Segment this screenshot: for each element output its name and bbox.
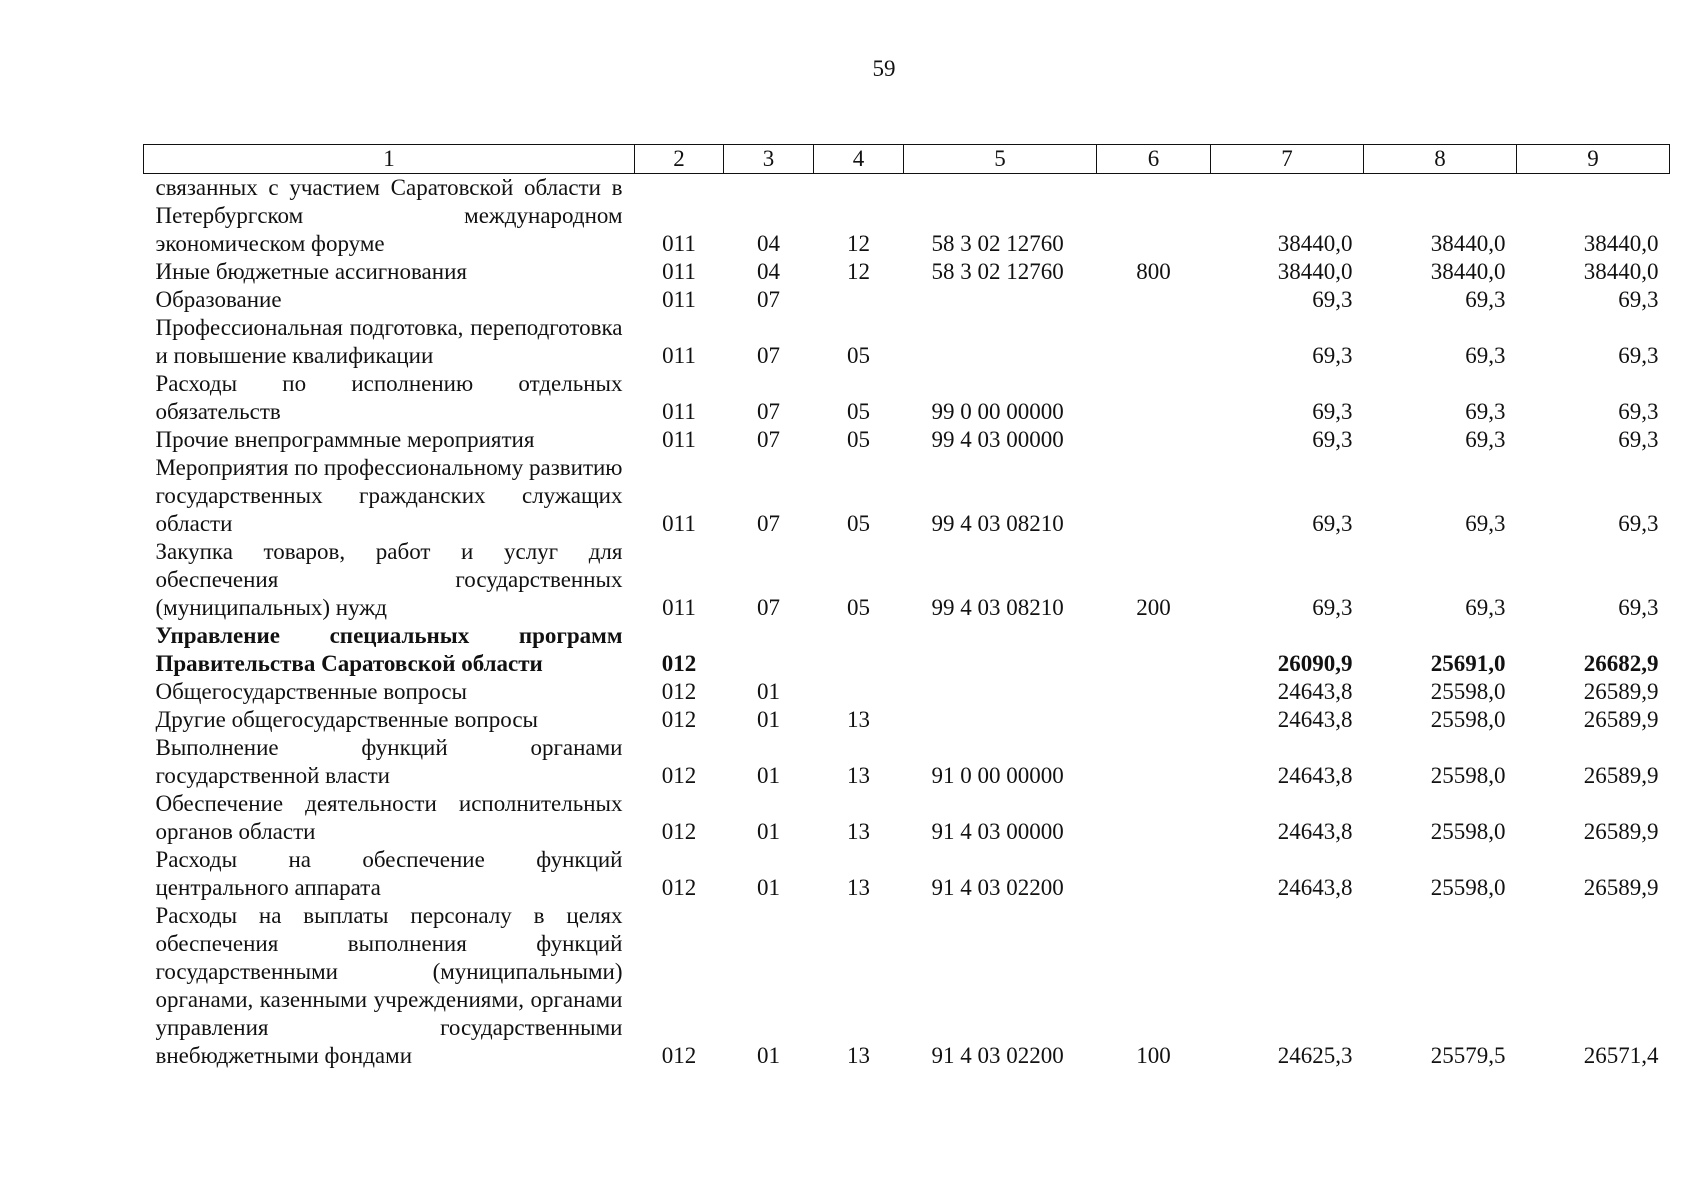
item-name: Выполнение функций органами государственной власти <box>155 735 623 788</box>
code-grbs: 012 <box>661 1043 697 1068</box>
column-header-6: 6 <box>1097 145 1211 174</box>
item-name: Прочие внепрограммные мероприятия <box>155 427 535 452</box>
code-section: 01 <box>757 1043 780 1068</box>
code-grbs: 011 <box>662 259 696 284</box>
item-name: Расходы на выплаты персоналу в целях обеспечения выполнения функций государственными (муниципальными) органами, казенными учреждениями, органами управления государственными внебюджетными фондами <box>155 903 623 1068</box>
item-name: Профессиональная подготовка, переподготовка и повышение квалификации <box>155 315 623 368</box>
amount-col-9: 38440,0 <box>1583 231 1659 256</box>
code-target-article: 91 0 00 00000 <box>931 763 1064 788</box>
code-expense-type <box>1097 846 1211 902</box>
amount-col-7: 24643,8 <box>1277 763 1353 788</box>
code-target-article <box>904 678 1097 706</box>
code-expense-type: 800 <box>1136 259 1171 284</box>
code-subsection: 13 <box>847 875 870 900</box>
amount-col-7: 69,3 <box>1312 399 1353 424</box>
code-target-article: 99 4 03 08210 <box>931 595 1064 620</box>
code-subsection: 05 <box>847 595 870 620</box>
code-target-article: 99 4 03 08210 <box>931 511 1064 536</box>
column-header-8: 8 <box>1364 145 1517 174</box>
code-subsection: 05 <box>847 511 870 536</box>
code-target-article: 58 3 02 12760 <box>931 231 1064 256</box>
amount-col-9: 69,3 <box>1618 427 1659 452</box>
code-subsection: 13 <box>847 763 870 788</box>
item-name: Расходы на обеспечение функций центрального аппарата <box>155 847 623 900</box>
amount-col-7: 24643,8 <box>1277 819 1353 844</box>
amount-col-9: 26571,4 <box>1583 1043 1659 1068</box>
code-target-article: 58 3 02 12760 <box>931 259 1064 284</box>
amount-col-9: 38440,0 <box>1583 259 1659 284</box>
code-subsection <box>814 622 904 678</box>
amount-col-8: 38440,0 <box>1430 259 1506 284</box>
amount-col-8: 25598,0 <box>1430 819 1506 844</box>
item-name: Управление специальных программ Правительства Саратовской области <box>155 623 623 676</box>
amount-col-7: 69,3 <box>1312 427 1353 452</box>
column-header-3: 3 <box>724 145 814 174</box>
code-grbs: 012 <box>661 819 697 844</box>
code-grbs: 012 <box>661 763 697 788</box>
amount-col-8: 38440,0 <box>1430 231 1506 256</box>
code-subsection: 13 <box>847 819 870 844</box>
table-row <box>144 538 1670 622</box>
item-name: Закупка товаров, работ и услуг для обеспечения государственных (муниципальных) нужд <box>155 539 623 620</box>
table-row <box>144 734 1670 790</box>
amount-col-9: 69,3 <box>1618 287 1659 312</box>
code-subsection: 12 <box>847 231 870 256</box>
page-number: 59 <box>872 56 896 81</box>
table-row <box>144 370 1670 426</box>
amount-col-7: 38440,0 <box>1277 259 1353 284</box>
amount-col-9: 26682,9 <box>1583 651 1659 676</box>
amount-col-9: 69,3 <box>1618 511 1659 536</box>
amount-col-8: 25691,0 <box>1430 651 1506 676</box>
table-row <box>144 426 1670 454</box>
column-header-9: 9 <box>1517 145 1670 174</box>
code-expense-type <box>1097 426 1211 454</box>
code-expense-type <box>1097 174 1211 259</box>
item-name: Другие общегосударственные вопросы <box>155 707 538 732</box>
table-row <box>144 622 1670 678</box>
code-target-article: 91 4 03 02200 <box>931 875 1064 900</box>
amount-col-8: 69,3 <box>1465 427 1506 452</box>
code-section: 07 <box>757 427 780 452</box>
code-subsection <box>814 678 904 706</box>
code-target-article <box>904 286 1097 314</box>
code-subsection: 05 <box>847 427 870 452</box>
table-row <box>144 790 1670 846</box>
budget-table <box>143 144 1670 1070</box>
code-section: 04 <box>757 231 780 256</box>
column-header-4: 4 <box>814 145 904 174</box>
code-expense-type <box>1097 790 1211 846</box>
table-row <box>144 174 1670 259</box>
amount-col-7: 26090,9 <box>1277 651 1353 676</box>
amount-col-7: 24643,8 <box>1277 679 1353 704</box>
code-expense-type <box>1097 314 1211 370</box>
item-name: Обеспечение деятельности исполнительных органов области <box>155 791 623 844</box>
table-row <box>144 314 1670 370</box>
item-name: Иные бюджетные ассигнования <box>155 259 467 284</box>
code-section: 04 <box>757 259 780 284</box>
amount-col-8: 25598,0 <box>1430 679 1506 704</box>
code-section: 07 <box>757 343 780 368</box>
column-header-2: 2 <box>635 145 724 174</box>
code-grbs: 011 <box>662 343 696 368</box>
table-header-row <box>144 145 1670 174</box>
code-section: 01 <box>757 707 780 732</box>
column-header-7: 7 <box>1211 145 1364 174</box>
code-section: 07 <box>757 287 780 312</box>
amount-col-9: 26589,9 <box>1583 679 1659 704</box>
column-header-1: 1 <box>144 145 635 174</box>
amount-col-7: 24643,8 <box>1277 707 1353 732</box>
code-expense-type <box>1097 370 1211 426</box>
item-name: Общегосударственные вопросы <box>155 679 467 704</box>
code-expense-type <box>1097 622 1211 678</box>
item-name: Образование <box>155 287 282 312</box>
code-target-article: 91 4 03 00000 <box>931 819 1064 844</box>
table-row <box>144 454 1670 538</box>
amount-col-8: 69,3 <box>1465 399 1506 424</box>
code-section <box>724 622 814 678</box>
amount-col-7: 38440,0 <box>1277 231 1353 256</box>
amount-col-8: 25598,0 <box>1430 707 1506 732</box>
code-expense-type <box>1097 286 1211 314</box>
amount-col-9: 26589,9 <box>1583 875 1659 900</box>
table-row <box>144 846 1670 902</box>
code-grbs: 012 <box>661 707 697 732</box>
amount-col-8: 69,3 <box>1465 343 1506 368</box>
column-header-5: 5 <box>904 145 1097 174</box>
amount-col-8: 25598,0 <box>1430 763 1506 788</box>
code-target-article <box>904 706 1097 734</box>
amount-col-7: 69,3 <box>1312 287 1353 312</box>
table-row <box>144 258 1670 286</box>
code-target-article: 99 4 03 00000 <box>931 427 1064 452</box>
code-section: 07 <box>757 399 780 424</box>
item-name: Мероприятия по профессиональному развитию государственных гражданских служащих области <box>155 455 623 536</box>
amount-col-7: 24643,8 <box>1277 875 1353 900</box>
code-grbs: 011 <box>662 287 696 312</box>
code-grbs: 011 <box>662 231 696 256</box>
item-name: Расходы по исполнению отдельных обязательств <box>155 371 623 424</box>
amount-col-8: 69,3 <box>1465 511 1506 536</box>
code-expense-type <box>1097 454 1211 538</box>
code-subsection <box>814 286 904 314</box>
code-subsection: 05 <box>847 343 870 368</box>
code-expense-type <box>1097 734 1211 790</box>
code-target-article: 91 4 03 02200 <box>931 1043 1064 1068</box>
amount-col-9: 26589,9 <box>1583 763 1659 788</box>
code-grbs: 011 <box>662 427 696 452</box>
amount-col-8: 25579,5 <box>1430 1043 1506 1068</box>
code-subsection: 05 <box>847 399 870 424</box>
code-subsection: 13 <box>847 1043 870 1068</box>
code-expense-type: 100 <box>1136 1043 1171 1068</box>
amount-col-8: 69,3 <box>1465 595 1506 620</box>
code-expense-type <box>1097 706 1211 734</box>
amount-col-9: 69,3 <box>1618 595 1659 620</box>
code-section: 07 <box>757 511 780 536</box>
amount-col-8: 25598,0 <box>1430 875 1506 900</box>
amount-col-7: 69,3 <box>1312 511 1353 536</box>
amount-col-7: 24625,3 <box>1277 1043 1353 1068</box>
code-target-article: 99 0 00 00000 <box>931 399 1064 424</box>
table-row <box>144 678 1670 706</box>
table-row <box>144 286 1670 314</box>
code-target-article <box>904 314 1097 370</box>
amount-col-7: 69,3 <box>1312 595 1353 620</box>
amount-col-9: 69,3 <box>1618 399 1659 424</box>
code-section: 01 <box>757 819 780 844</box>
code-grbs: 012 <box>661 679 697 704</box>
code-section: 07 <box>757 595 780 620</box>
code-grbs: 011 <box>662 511 696 536</box>
code-subsection: 12 <box>847 259 870 284</box>
code-grbs: 012 <box>661 651 697 676</box>
code-expense-type <box>1097 678 1211 706</box>
code-target-article <box>904 622 1097 678</box>
amount-col-9: 26589,9 <box>1583 707 1659 732</box>
table-row <box>144 902 1670 1070</box>
amount-col-8: 69,3 <box>1465 287 1506 312</box>
amount-col-7: 69,3 <box>1312 343 1353 368</box>
code-expense-type: 200 <box>1136 595 1171 620</box>
code-section: 01 <box>757 875 780 900</box>
code-grbs: 011 <box>662 399 696 424</box>
table-row <box>144 706 1670 734</box>
code-grbs: 011 <box>662 595 696 620</box>
code-subsection: 13 <box>847 707 870 732</box>
code-grbs: 012 <box>661 875 697 900</box>
table-body <box>144 174 1670 1071</box>
code-section: 01 <box>757 679 780 704</box>
code-section: 01 <box>757 763 780 788</box>
amount-col-9: 69,3 <box>1618 343 1659 368</box>
amount-col-9: 26589,9 <box>1583 819 1659 844</box>
item-name: связанных с участием Саратовской области в Петербургском международном экономическом форуме <box>155 175 623 256</box>
